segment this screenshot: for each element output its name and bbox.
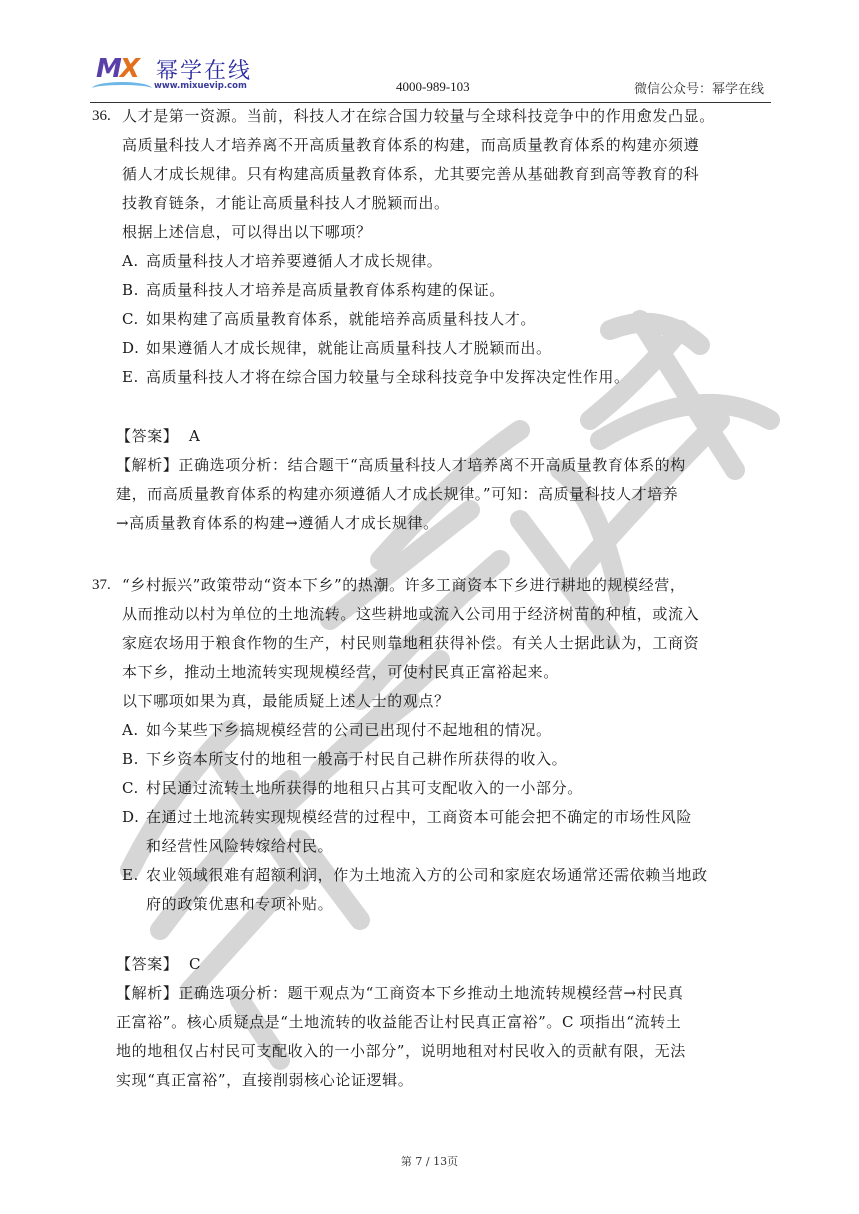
question-stem-line: 人才是第一资源。当前，科技人才在综合国力较量与全球科技竞争中的作用愈发凸显。 — [122, 107, 715, 125]
logo-mark: MX — [96, 54, 138, 84]
question-prompt: 根据上述信息，可以得出以下哪项？ — [122, 223, 372, 241]
answer-label: 【答案】 — [116, 427, 179, 445]
question-number: 37. — [92, 577, 111, 593]
answer-value: C — [189, 955, 202, 973]
analysis-line: 【解析】正确选项分析：题干观点为“工商资本下乡推动土地流转规模经营→村民真 — [116, 984, 684, 1002]
option-text: 府的政策优惠和专项补贴。 — [146, 895, 334, 913]
analysis-line: 正富裕”。核心质疑点是“土地流转的收益能否让村民真正富裕”。C 项指出“流转土 — [116, 1013, 682, 1031]
option-label: B. — [122, 750, 139, 768]
question-stem-line: 从而推动以村为单位的土地流转。这些耕地或流入公司用于经济树苗的种植，或流入 — [122, 605, 700, 623]
question-stem-line: 技教育链条，才能让高质量科技人才脱颖而出。 — [122, 194, 450, 212]
option-text: 高质量科技人才培养是高质量教育体系构建的保证。 — [146, 281, 505, 299]
option-label: B. — [122, 281, 139, 299]
brand-logo — [92, 54, 282, 94]
option-text: 村民通过流转土地所获得的地租只占其可支配收入的一小部分。 — [146, 779, 583, 797]
option-label: A. — [122, 252, 139, 270]
logo-name: 幂学在线 — [156, 59, 253, 84]
option-text: 在通过土地流转实现规模经营的过程中，工商资本可能会把不确定的市场性风险 — [146, 808, 693, 826]
question-prompt: 以下哪项如果为真，最能质疑上述人士的观点？ — [122, 692, 450, 710]
question-stem-line: 高质量科技人才培养离不开高质量教育体系的构建，而高质量教育体系的构建亦须遵 — [122, 136, 700, 154]
analysis-line: 【解析】正确选项分析：结合题干“高质量科技人才培养离不开高质量教育体系的构 — [116, 456, 686, 474]
option-text: 高质量科技人才将在综合国力较量与全球科技竞争中发挥决定性作用。 — [146, 368, 630, 386]
question-stem-line: 家庭农场用于粮食作物的生产，村民则靠地租获得补偿。有关人士据此认为，工商资 — [122, 634, 700, 652]
question-stem-line: 本下乡，推动土地流转实现规模经营，可使村民真正富裕起来。 — [122, 663, 559, 681]
question-stem-line: 循人才成长规律。只有构建高质量教育体系，尤其要完善从基础教育到高等教育的科 — [122, 165, 700, 183]
option-text: 如果构建了高质量教育体系，就能培养高质量科技人才。 — [146, 310, 537, 328]
logo-book-icon — [92, 82, 152, 95]
question-stem-line: “乡村振兴”政策带动“资本下乡”的热潮。许多工商资本下乡进行耕地的规模经营， — [122, 576, 686, 594]
option-label: E. — [122, 866, 139, 884]
page-number: 第 7 / 13页 — [400, 1155, 459, 1168]
header-divider — [90, 102, 771, 103]
answer-label: 【答案】 — [116, 955, 179, 973]
logo-url: www.mixuevip.com — [154, 81, 247, 91]
analysis-line: 地的地租仅占村民可支配收入的一小部分”，说明地租对村民收入的贡献有限，无法 — [116, 1042, 686, 1060]
option-label: D. — [122, 808, 140, 826]
question-number: 36. — [92, 108, 111, 124]
option-text: 下乡资本所支付的地租一般高于村民自己耕作所获得的收入。 — [146, 750, 568, 768]
option-text: 农业领域很难有超额利润，作为土地流入方的公司和家庭农场通常还需依赖当地政 — [146, 866, 708, 884]
option-text: 如果遵循人才成长规律，就能让高质量科技人才脱颖而出。 — [146, 339, 552, 357]
page-header — [90, 52, 768, 98]
analysis-line: 实现“真正富裕”，直接削弱核心论证逻辑。 — [116, 1071, 414, 1089]
option-text: 如今某些下乡搞规模经营的公司已出现付不起地租的情况。 — [146, 721, 552, 739]
option-label: E. — [122, 368, 139, 386]
option-text: 高质量科技人才培养要遵循人才成长规律。 — [146, 252, 443, 270]
option-text: 和经营性风险转嫁给村民。 — [146, 837, 334, 855]
header-wechat: 微信公众号：幂学在线 — [633, 82, 764, 97]
option-label: C. — [122, 779, 139, 797]
option-label: D. — [122, 339, 140, 357]
analysis-line: →高质量教育体系的构建→遵循人才成长规律。 — [116, 514, 439, 532]
option-label: C. — [122, 310, 139, 328]
answer-value: A — [189, 427, 201, 445]
analysis-line: 建，而高质量教育体系的构建亦须遵循人才成长规律。”可知：高质量科技人才培养 — [116, 485, 679, 503]
option-label: A. — [122, 721, 139, 739]
header-phone: 4000-989-103 — [396, 79, 470, 94]
